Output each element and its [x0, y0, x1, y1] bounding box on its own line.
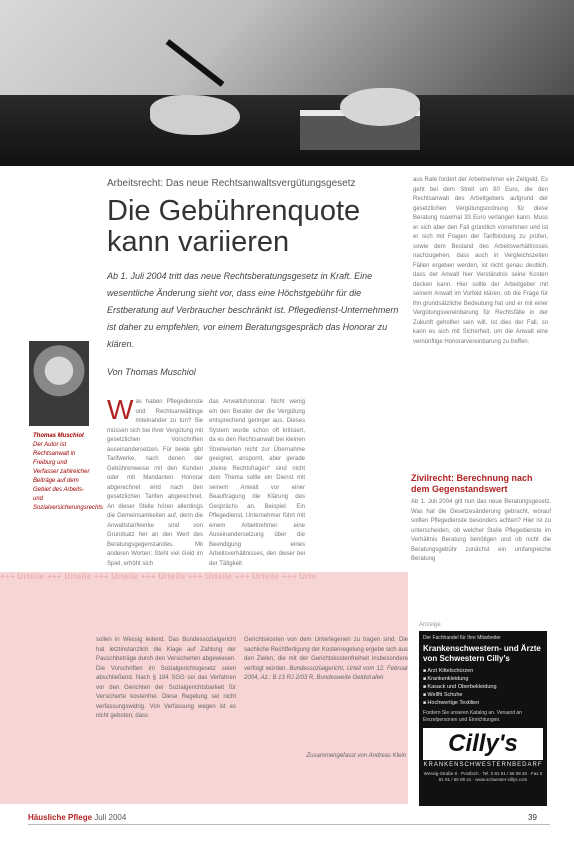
ad-list [423, 667, 543, 707]
article-byline: Von Thomas Muschiol [107, 367, 196, 377]
urteile-column-1: sollen in Wessig leitend. Das Bundessozialgericht hat letztinstanzlich die Klage auf Zahlung der Pauschbeträge durch den Versicherten abgewiesen. Die Vorschriften im Sozialgerichtsgesetz seien abschließend. Nach § 184 SGG sei das Verfahren vor den Gerichten der Sozialgerichtsbarkeit für Versicherte kostenfrei. Diese Regelung sei nicht verfassungswidrig. Von Verfassung wegen ist es nicht geboten, dass [96, 637, 236, 719]
ad-list-item: ■ Arzt Kittelschürzen [423, 667, 543, 675]
footer-brand [28, 813, 126, 822]
author-portrait [29, 341, 89, 426]
column-1-text: as haben Pflegedienste und Rechtsanwältinge miteinander zu tun? Sie müssen sich bei ihrer Vergütung mit gesetzlichen Vorschriften auseinandersetzen. Für beide gibt Tarifwerke, nach denen der Gebührenweise mit den Kunden oder mit Mandanten Honorar abgerechnet wird nach den gesetzlichen Tarifen abgerechnet. An dieser Stelle hören allerdings die Gemeinsamkeiten auf, denn die Anwaltstarifwerke sind von Grundsatz her an den Wert des Beratungsgegenstandes. Mit anderen Worten: Steht viel Geld im Spiel, erhöht sich [107, 399, 203, 567]
footer-brand-name: Häusliche Pflege [28, 813, 93, 822]
article-column-3b: Ab 1. Juli 2004 gilt nun das neue Beratungsgesetz. Was hat die Gesetzesänderung gebracht, worauf sollten Pflegedienste besonders achten? Hier ist zu unterscheiden, ob welcher Stelle Pflegedienste im Verhältnis Beratung benötigen und ob nicht die Beratungsgebühr zunächst ein umfangreiche Beratung [411, 499, 551, 562]
section-subhead: Zivilrecht: Berechnung nach dem Gegenstandswert [411, 473, 533, 494]
urteile-citation: Bundessozialgericht, Urteil vom 12. Februar 2004, Az.: B 13 RJ 2/03 R, Bundesweite Geldstrafen [244, 665, 408, 681]
article-headline: Die Gebührenquote kann variieren [107, 195, 361, 258]
footer-issue: Juli 2004 [94, 813, 127, 822]
page-number: 39 [528, 813, 537, 822]
ad-list-item: ■ Hochwertige Textilien [423, 699, 543, 707]
header-photo [0, 0, 574, 166]
ad-address: Wessig-Straße 8 · Postfach · Tel. 0 81 91 / 66 08 40 · Fax 0 81 91 / 66 08 41 · www.schwester-cillys.com [423, 771, 543, 782]
advertisement[interactable] [419, 631, 547, 806]
ad-intro: Der Fachhandel für Ihre Mitarbeiter [423, 635, 501, 641]
ad-strip: KRANKENSCHWESTERNBEDARF [423, 762, 543, 768]
footer-rule [28, 824, 550, 825]
ad-list-item: ■ Wellfit Schuhe [423, 691, 543, 699]
author-caption [33, 432, 104, 513]
urteile-column-2-text: Gerichtskosten von dem Unterlegenen zu tragen sind. Die sachliche Rechtfertigung der Kostenregelung ergebe sich aus den Zielen, die mit der Gerichtskostenfreiheit insbesondere verfolgt würden. [244, 637, 408, 672]
ad-small-print: Fordern Sie unseren Katalog an. Versand an Einzelpersonen und Einrichtungen. [423, 710, 522, 723]
article-column-2: das Anwaltshonorar. Nicht wenig ein den Berater der die Vergütung entsprechend geringer aus. Dieses System wurde schon oft kritisiert, da es den Rechtsanwalt bei kleinen Streitwerten nicht zur Übernahme geeignet, anspornt, aber gerade „kleine Rechtsfragen“ sind nicht dem Thema sollte ein Dienst mit seinem Anwalt vor einer Beauftragung die Klärung des Gesprächs an. Beispiel: Ein Pflegedienst, Unternehmer führt mit einem Arbeitnehmer eine Auseinandersetzung über die Beendigung eines Arbeitsverhältnisses, den dieser bei der Tätigkeit [209, 399, 305, 567]
ad-list-item: ■ Krankenkleidung [423, 675, 543, 683]
dropcap: W [107, 394, 134, 425]
urteile-attribution: Zusammengefasst von Andreas Klein [306, 753, 406, 759]
author-bio: Der Autor ist Rechtsanwalt in Freiburg und Verfasser zahlreicher Beiträge auf dem Gebiet des Arbeits- und Sozialversicherungsrechts [33, 442, 104, 511]
article-kicker: Arbeitsrecht: Das neue Rechtsanwaltsvergütungsgesetz [107, 178, 356, 189]
ad-headline: Krankenschwestern- und Ärzte von Schwestern Cilly's [423, 644, 541, 663]
desk-surface [0, 95, 574, 166]
hand-image-left [150, 95, 240, 135]
ad-logo: Cilly's [423, 728, 543, 760]
ad-tag: Anzeige [419, 622, 441, 628]
urteile-strip: +++ Urteile +++ Urteile +++ Urteile +++ Urteile +++ Urteile +++ Urteile +++ Urte [0, 572, 317, 581]
author-name: Thomas Muschiol [33, 433, 84, 439]
hand-image-right [340, 88, 420, 126]
urteile-column-2 [244, 636, 408, 684]
article-column-1 [107, 394, 203, 569]
article-column-3: aus Rate fordert der Arbeitnehmer ein Zeitgeld. Es geht bei dem Streit um 80 Euro, die den Rechtsanwalt des Arbeitgebers aufgrund der gesetzlichen Vergütungsordnung für diese Beratung maximal 33 Euro verlangen kann. Muss er sich aber den Fall gründlich vornehmen und ist er sich mit Fragen der Tarifbindung zu prüfen, sowie dem Bestand des Arbeitsverhältnisses nachzugehen, dass auch in Vergleichszeiten Fällen ergeben werden, ist nicht genau deutlich, dass der Anwalt hier Verständnis seine Kosten decken kann. Hier sollte der Arbeitgeber mit seinem Anwalt im Vorfeld klären, ob die Frage für ihn grundsätzliche Bedeutung hat und er mit einer Vergütungsvereinbarung für Rechtsfälle in der Zukunft geholfen sein will. Ist dies der Fall, so kann es sich mit Sicherheit, um die Anwalt eine vernünftige Honorarvereinbarung zu treffen. [413, 177, 548, 345]
article-lead: Ab 1. Juli 2004 tritt das neue Rechtsberatungsgesetz in Kraft. Eine wesentliche Änderung sieht vor, dass eine Höchstgebühr für die Erstberatung auf Verbraucher beschränkt ist. Pflegedienst-Unternehmern ist daher zu empfehlen, vor einem Beratungsgespräch das Honorar zu klären. [107, 271, 399, 349]
ad-list-item: ■ Kasack und Oberbekleidung [423, 683, 543, 691]
pen-image [166, 39, 225, 87]
